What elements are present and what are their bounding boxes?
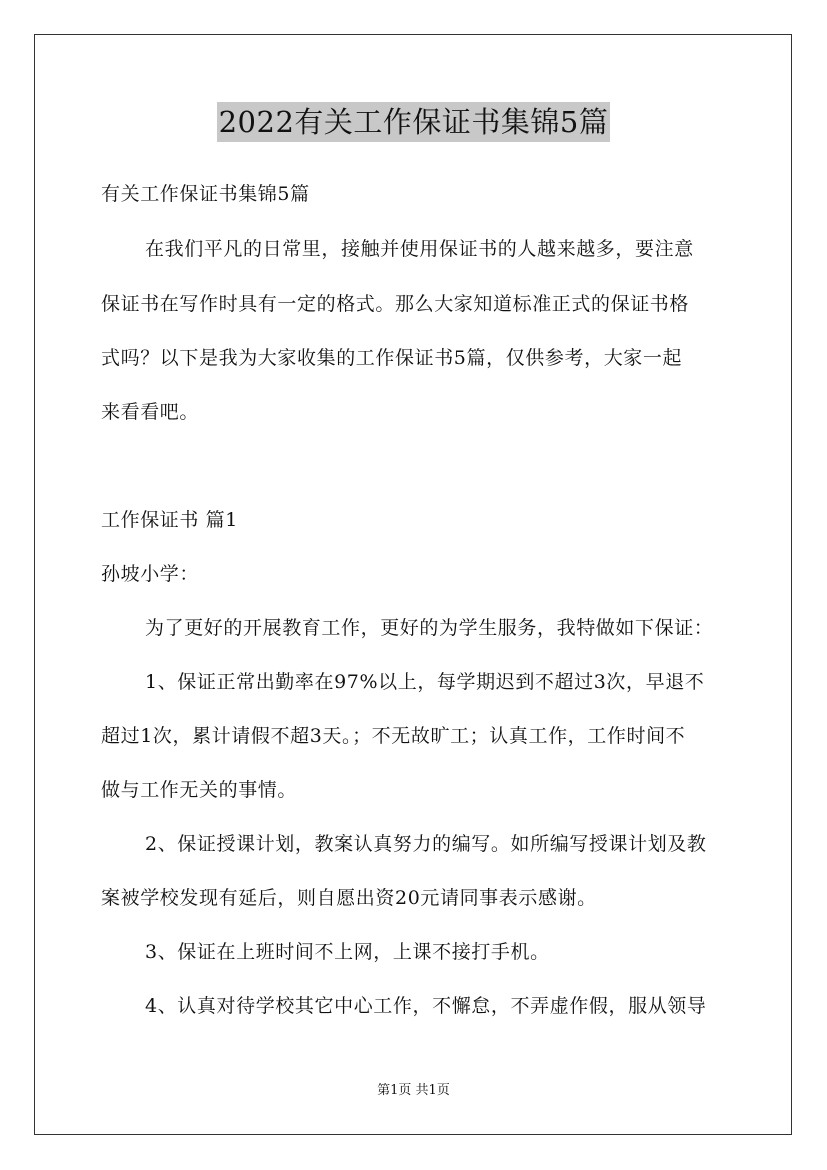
document-title: 2022有关工作保证书集锦5篇 [217,102,611,142]
body-line-5: 2、保证授课计划，教案认真努力的编写。如所编写授课计划及教 [145,833,707,855]
body-line-7: 3、保证在上班时间不上网，上课不接打手机。 [145,941,550,963]
body-line-4: 做与工作无关的事情。 [101,779,298,801]
body-line-1: 为了更好的开展教育工作，更好的为学生服务，我特做如下保证： [145,617,714,639]
intro-line-4: 来看看吧。 [101,401,200,423]
addressee: 孙坡小学： [101,563,200,585]
body-line-8: 4、认真对待学校其它中心工作，不懈怠，不弄虚作假，服从领导 [145,995,707,1017]
intro-line-2: 保证书在写作时具有一定的格式。那么大家知道标准正式的保证书格 [101,293,690,315]
body-line-6: 案被学校发现有延后，则自愿出资20元请同事表示感谢。 [101,887,597,909]
intro-line-3: 式吗？以下是我为大家收集的工作保证书5篇，仅供参考，大家一起 [101,347,683,369]
page-footer: 第1页 共1页 [377,1083,450,1098]
intro-line-1: 在我们平凡的日常里，接触并使用保证书的人越来越多，要注意 [145,238,694,260]
body-line-2: 1、保证正常出勤率在97%以上，每学期迟到不超过3次，早退不 [145,671,705,693]
body-line-3: 超过1次，累计请假不超3天。；不无故旷工；认真工作，工作时间不 [101,725,686,747]
section-heading: 工作保证书 篇1 [101,509,238,531]
title-container [0,102,827,142]
document-subtitle: 有关工作保证书集锦5篇 [101,183,310,205]
